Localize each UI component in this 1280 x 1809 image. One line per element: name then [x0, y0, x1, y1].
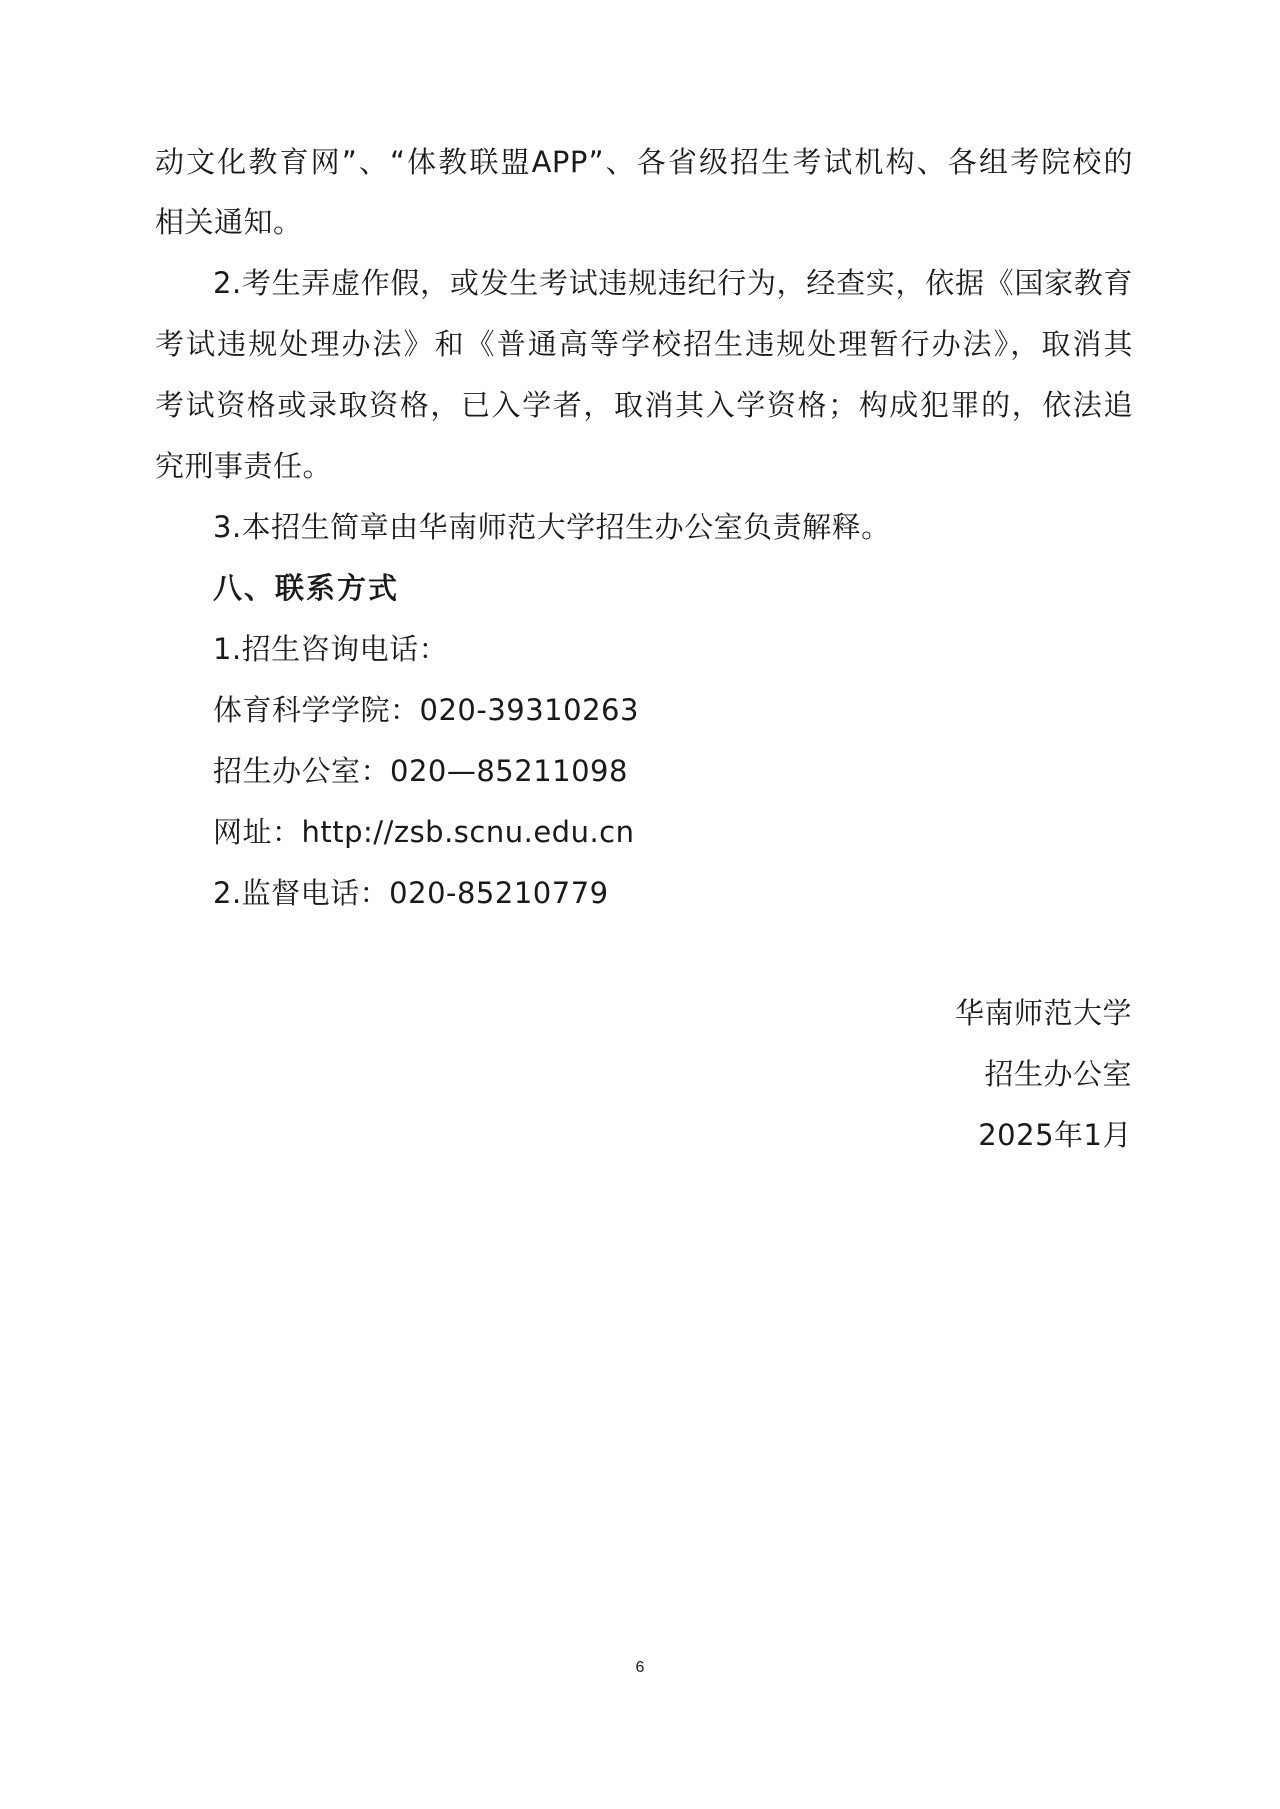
website-line: 网址：http://zsb.scnu.edu.cn	[213, 815, 635, 849]
section-heading-contact: 八、联系方式	[213, 571, 400, 605]
signature-office: 招生办公室	[984, 1057, 1132, 1091]
admissions-office-phone: 招生办公室：020—85211098	[213, 754, 628, 788]
paragraph-2-line-1: 2.考生弄虚作假，或发生考试违规违纪行为，经查实，依据《国家教育	[213, 266, 1133, 300]
paragraph-3: 3.本招生简章由华南师范大学招生办公室负责解释。	[213, 510, 891, 544]
paragraph-2-line-3: 考试资格或录取资格，已入学者，取消其入学资格；构成犯罪的，依法追	[155, 388, 1133, 422]
sport-college-phone: 体育科学学院：020-39310263	[213, 693, 639, 727]
signature-date: 2025年1月	[978, 1118, 1132, 1152]
consult-phone-title: 1.招生咨询电话：	[213, 632, 449, 666]
paragraph-1-line-1: 动文化教育网”、“体教联盟APP”、各省级招生考试机构、各组考院校的	[155, 145, 1133, 179]
paragraph-2-line-4: 究刑事责任。	[155, 449, 333, 483]
signature-university: 华南师范大学	[954, 996, 1132, 1030]
paragraph-1-line-2: 相关通知。	[155, 205, 303, 239]
page-number: 6	[635, 1659, 645, 1676]
supervision-phone: 2.监督电话：020-85210779	[213, 876, 609, 910]
paragraph-2-line-2: 考试违规处理办法》和《普通高等学校招生违规处理暂行办法》，取消其	[155, 327, 1133, 361]
